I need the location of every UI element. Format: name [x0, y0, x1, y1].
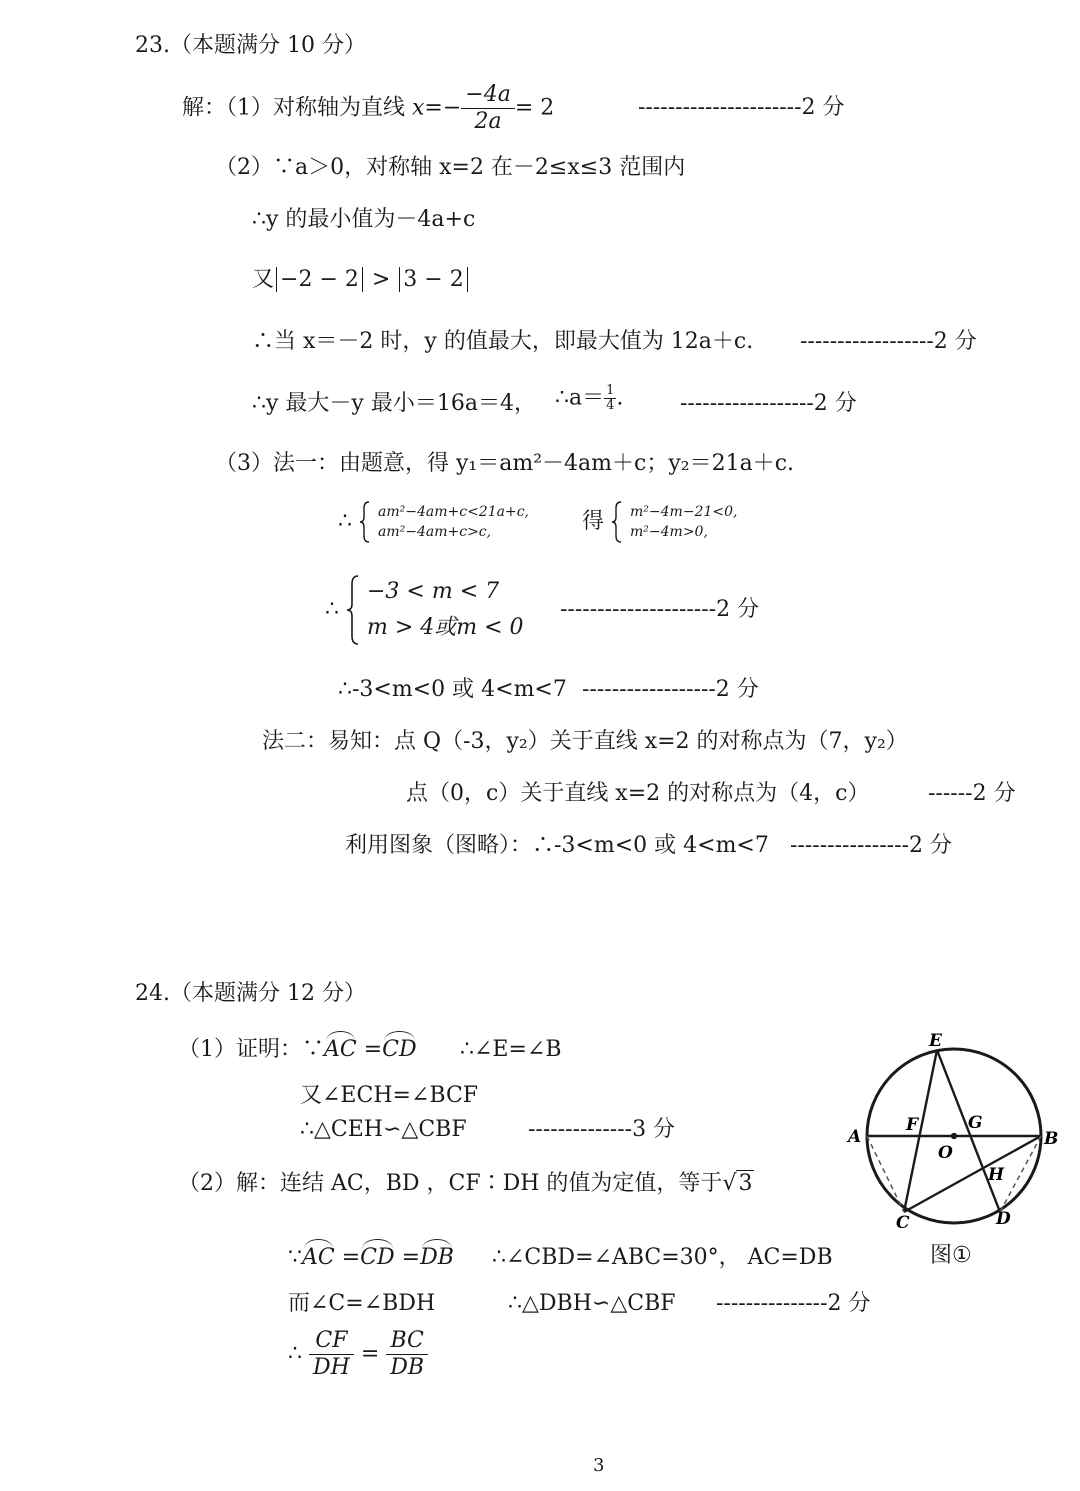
q23-part3-result-points: ------------------2 分: [582, 677, 759, 702]
q24-part2-line3-points: ---------------2 分: [716, 1291, 871, 1316]
q24-part2-line2: ∵AC =CD =DB: [288, 1245, 454, 1270]
q24-part2-line4: ∴ $\frac{CF}{DH}$ = $\frac{BC}{DB}$: [288, 1328, 428, 1381]
label-A: A: [848, 1127, 862, 1147]
dashed-AC: [867, 1136, 904, 1212]
q23-part2-line4: ∴当 x＝－2 时，y 的值最大，即最大值为 12a＋c.: [252, 329, 754, 354]
left-brace-icon: [611, 500, 623, 544]
label-D: D: [996, 1209, 1011, 1229]
q24-part1-conclusion: ∴∠E=∠B: [460, 1037, 562, 1062]
q24-part1-line1: （1）证明：∵AC =CD: [178, 1037, 417, 1062]
q24-part1-line3: ∴△CEH∽△CBF: [300, 1117, 467, 1142]
q23-method2-line3: 利用图象（图略）：∴-3<m<0 或 4<m<7: [345, 833, 769, 858]
page-number: 3: [593, 1455, 605, 1476]
circle-geometry-figure: [840, 1026, 1070, 1236]
q23-part2-line2: ∴y 的最小值为－4a+c: [252, 207, 476, 232]
q23-part1-fraction: $\frac{-4a}{2a}$: [461, 82, 515, 135]
q23-part2-line5-points: ------------------2 分: [680, 391, 857, 416]
label-H: H: [988, 1165, 1005, 1185]
q24-title: 24.（本题满分 12 分）: [135, 981, 366, 1006]
q23-system3: ∴ −3 < m < 7 m > 4或m < 0: [325, 574, 524, 646]
label-O: O: [938, 1143, 953, 1163]
q23-method2-line2-points: ------2 分: [928, 781, 1016, 806]
q23-method2-line3-points: ----------------2 分: [790, 833, 952, 858]
q23-method2-line2: 点（0，c）关于直线 x=2 的对称点为（4，c）: [406, 781, 870, 806]
q24-part1-line2: 又∠ECH=∠BCF: [300, 1083, 479, 1108]
segment-CB: [904, 1136, 1041, 1212]
q23-part1-points: ----------------------2 分: [638, 95, 845, 120]
q23-part3-line1: （3）法一：由题意，得 y₁＝am²－4am＋c；y₂＝21a＋c.: [215, 451, 795, 476]
q23-part2-line5: ∴y 最大－y 最小＝16a＝4，: [252, 391, 536, 416]
label-G: G: [968, 1113, 983, 1133]
q23-part1: 解：（1）对称轴为直线 x=− $\frac{-4a}{2a}$ = 2: [182, 82, 555, 134]
q24-part1-points: --------------3 分: [528, 1117, 676, 1142]
label-B: B: [1044, 1129, 1059, 1149]
q23-part2-line3: 又 −2 − 2 > 3 − 2: [252, 266, 470, 294]
label-F: F: [906, 1115, 919, 1135]
q23-part2-line4-points: ------------------2 分: [800, 329, 977, 354]
q24-part2-line2-conclusion: ∴∠CBD=∠ABC=30°， AC=DB: [492, 1245, 833, 1270]
q23-system3-points: ---------------------2 分: [560, 597, 760, 622]
q23-part2-line1: （2）∵a＞0，对称轴 x=2 在－2≤x≤3 范围内: [215, 155, 686, 180]
left-brace-icon: [346, 574, 360, 646]
q23-part3-result: ∴-3<m<0 或 4<m<7: [338, 677, 567, 702]
q23-part2-line5-a: ∴a＝ $\frac{1}{4}$ .: [555, 383, 624, 413]
q23-system1: ∴ am²−4am+c<21a+c, am²−4am+c>c,: [338, 500, 529, 544]
q23-method2-line1: 法二：易知：点 Q（-3，y₂）关于直线 x=2 的对称点为（7，y₂）: [262, 729, 908, 754]
q23-title: 23.（本题满分 10 分）: [135, 33, 366, 58]
label-C: C: [896, 1213, 910, 1233]
q24-part2-line3-conclusion: ∴△DBH∽△CBF: [508, 1291, 676, 1316]
label-E: E: [929, 1031, 942, 1051]
left-brace-icon: [359, 500, 371, 544]
center-point: [951, 1133, 957, 1139]
q23-system2: 得 m²−4m−21<0, m²−4m>0,: [582, 500, 737, 544]
q24-part2-line3: 而∠C=∠BDH: [288, 1291, 436, 1316]
figure-caption: 图①: [930, 1243, 972, 1268]
q24-part2-line1: （2）解：连结 AC，BD ，CF∶DH 的值为定值，等于√3: [178, 1171, 753, 1196]
